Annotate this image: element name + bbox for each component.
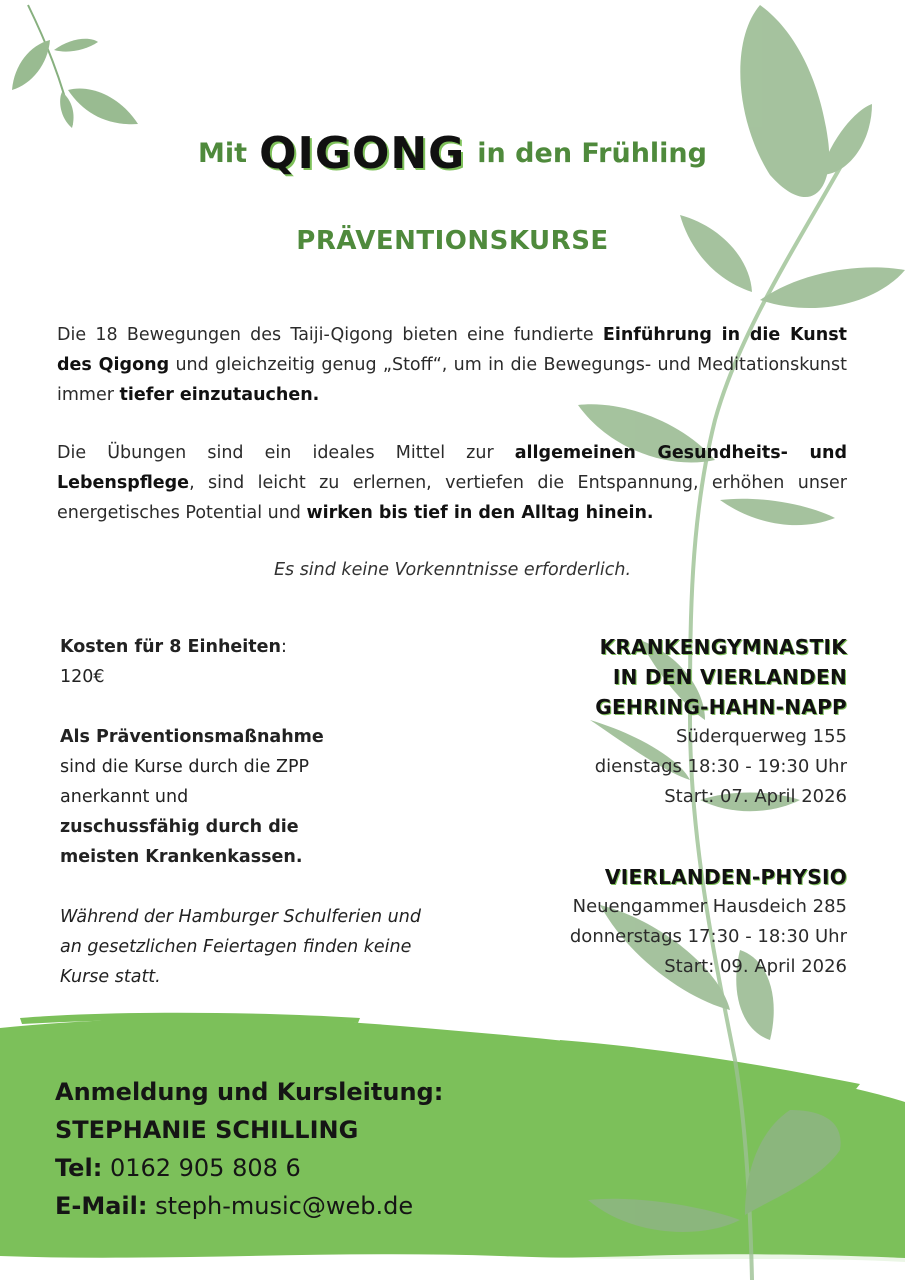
contact-email [55,1187,443,1225]
intro-paragraph-1 [57,320,847,410]
location-2-name: VIERLANDEN-PHYSIO [604,865,847,889]
page-title [0,128,905,179]
title-suffix: in den Frühling [477,138,707,169]
phone-number[interactable]: 0162 905 808 6 [109,1154,301,1182]
location-1-schedule: dienstags 18:30 - 19:30 Uhr [594,756,847,777]
contact-heading: Anmeldung und Kursleitung: [55,1078,444,1106]
subtitle: PRÄVENTIONSKURSE [296,226,609,256]
location-1-name-3: GEHRING-HAHN-NAPP [595,695,847,719]
text-run: Die 18 Bewegungen des Taiji-Qigong bieten eine fundierte [57,325,603,345]
location-1-start: Start: 07. April 2026 [664,786,847,807]
prerequisite-note: Es sind keine Vorkenntnisse erforderlich. [273,560,632,580]
contact-name: STEPHANIE SCHILLING [55,1116,359,1144]
location-2-start: Start: 09. April 2026 [664,956,847,977]
contact-phone [55,1149,443,1187]
phone-label: Tel: [55,1154,103,1182]
prevention-bold-1: zuschussfähig durch die [60,817,299,837]
costs-label: Kosten für 8 Einheiten [60,637,281,657]
prevention-text-1: sind die Kurse durch die ZPP [60,757,310,777]
prevention-bold-2: meisten Krankenkassen. [60,847,303,867]
contact-section [55,1073,443,1225]
text-run: und gleichzeitig genug „Stoff“, um in die Bewegungs- und Meditationskunst immer [57,355,848,405]
intro-paragraph-2 [57,438,847,528]
text-run: Die Übungen sind ein ideales Mittel zur [57,443,515,463]
location-2-schedule: donnerstags 17:30 - 18:30 Uhr [569,926,847,947]
holiday-note-3: Kurse statt. [60,967,161,987]
costs-price: 120€ [60,667,105,687]
title-main: QIGONG [259,128,466,179]
colon: : [280,637,287,657]
prevention-title: Als Präventionsmaßnahme [60,727,324,747]
email-address[interactable]: steph-music@web.de [155,1192,414,1220]
location-1-name-2: IN DEN VIERLANDEN [612,665,847,689]
text-run: , sind leicht zu erlernen, vertiefen die Entspannung, erhöhen unser energetisches Potential und [57,473,847,523]
text-run-bold: allgemeinen Gesundheits- und Lebenspflege [57,443,847,493]
title-prefix: Mit [198,138,248,169]
holiday-note-1: Während der Hamburger Schulferien und [60,907,421,927]
text-run-bold: wirken bis tief in den Alltag hinein. [306,503,654,523]
holiday-note-2: an gesetzlichen Feiertagen finden keine [60,937,412,957]
location-2 [427,862,847,982]
location-1-name-1: KRANKENGYMNASTIK [599,635,847,659]
locations-section [427,632,847,982]
prevention-text-2: anerkannt und [60,787,189,807]
text-run-bold: tiefer einzutauchen. [119,385,320,405]
location-2-address: Neuengammer Hausdeich 285 [572,896,847,917]
location-1 [427,632,847,812]
location-1-address: Süderquerweg 155 [675,726,847,747]
email-label: E-Mail: [55,1192,148,1220]
text-run-bold: Einführung in die Kunst des Qigong [57,325,847,375]
